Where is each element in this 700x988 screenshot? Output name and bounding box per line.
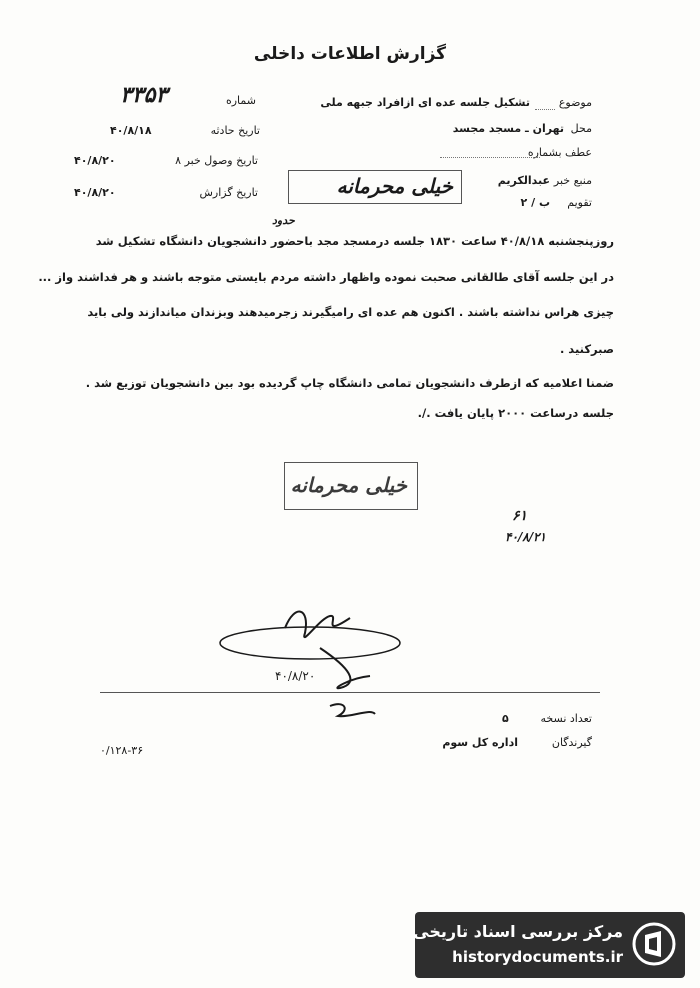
recipients-value: اداره کل سوم	[442, 736, 518, 749]
number-value-handwritten: ۳۳۵۳	[120, 82, 168, 108]
report-date-value: ۴۰/۸/۲۰	[74, 186, 116, 199]
signature-graphic	[200, 588, 420, 728]
confidential-stamp-middle	[284, 462, 418, 510]
margin-note-number: ۶۱	[512, 508, 528, 524]
body-line-5: ضمنا اعلامیه که ازطرف دانشجویان تمامی دانشگاه چاپ گردیده بود بین دانشجویان توزیع شد .	[85, 376, 614, 390]
subject-label: موضوع	[558, 96, 592, 109]
body-line-3: چیزی هراس نداشته باشند . اکنون هم عده ای رامیگیرند زجرمیدهند وبزندان میاندازند ولی باید	[87, 305, 614, 319]
incident-date-label: تاریخ حادثه	[210, 124, 260, 137]
place-label: محل	[570, 122, 592, 135]
evaluation-label: تقویم	[567, 196, 592, 209]
incident-date-value: ۴۰/۸/۱۸	[110, 124, 152, 137]
confidential-stamp-top	[288, 170, 462, 204]
number-label: شماره	[225, 94, 256, 107]
watermark-title: مرکز بررسی اسناد تاریخی	[413, 922, 623, 941]
footer-divider	[100, 692, 600, 693]
archive-logo-icon	[631, 921, 677, 967]
reference-label: عطف بشماره	[527, 146, 592, 159]
margin-note-date: ۴۰/۸/۲۱	[505, 530, 546, 544]
source-label: منبع خبر	[553, 174, 592, 187]
body-line-4: صبرکنید .	[559, 342, 614, 356]
recipients-label: گیرندگان	[551, 736, 592, 749]
subject-dots	[535, 108, 555, 110]
evaluation-value: ب / ۲	[520, 196, 550, 209]
document-title: گزارش اطلاعات داخلی	[253, 44, 447, 64]
svg-text:۴۰/۸/۲۰: ۴۰/۸/۲۰	[275, 669, 316, 683]
receipt-date-label: تاریخ وصول خبر ۸	[175, 154, 258, 167]
body-line-2: در این جلسه آقای طالقانی صحبت نموده واظهار داشته مردم بایستی متوجه باشند و هر فداشند واز ...	[38, 270, 614, 284]
reference-code: ۰/۱۲۸-۳۶	[100, 744, 144, 757]
receipt-date-value: ۴۰/۸/۲۰	[74, 154, 116, 167]
copies-label: تعداد نسخه	[540, 712, 592, 725]
report-date-label: تاریخ گزارش	[199, 186, 258, 199]
source-value: عبدالکریم	[497, 174, 550, 187]
confidential-stamp-top-text: خیلی محرمانه	[336, 174, 453, 198]
reference-dots	[440, 156, 540, 158]
confidential-stamp-middle-text: خیلی محرمانه	[290, 473, 407, 497]
handwritten-annotation: حدود	[272, 214, 295, 227]
body-line-6: جلسه درساعت ۲۰۰۰ پایان یافت ./.	[417, 406, 614, 420]
watermark-banner	[415, 912, 685, 978]
body-line-1: روزپنجشنبه ۴۰/۸/۱۸ ساعت ۱۸۳۰ جلسه درمسجد مجد باحضور دانشجویان دانشگاه تشکیل شد	[95, 234, 614, 248]
copies-value: ۵	[502, 712, 509, 725]
subject-value: تشکیل جلسه عده ای ازافراد جبهه ملی	[320, 96, 530, 109]
watermark-url: historydocuments.ir	[452, 948, 623, 966]
place-value: تهران ـ مسجد مجسد	[452, 122, 564, 135]
